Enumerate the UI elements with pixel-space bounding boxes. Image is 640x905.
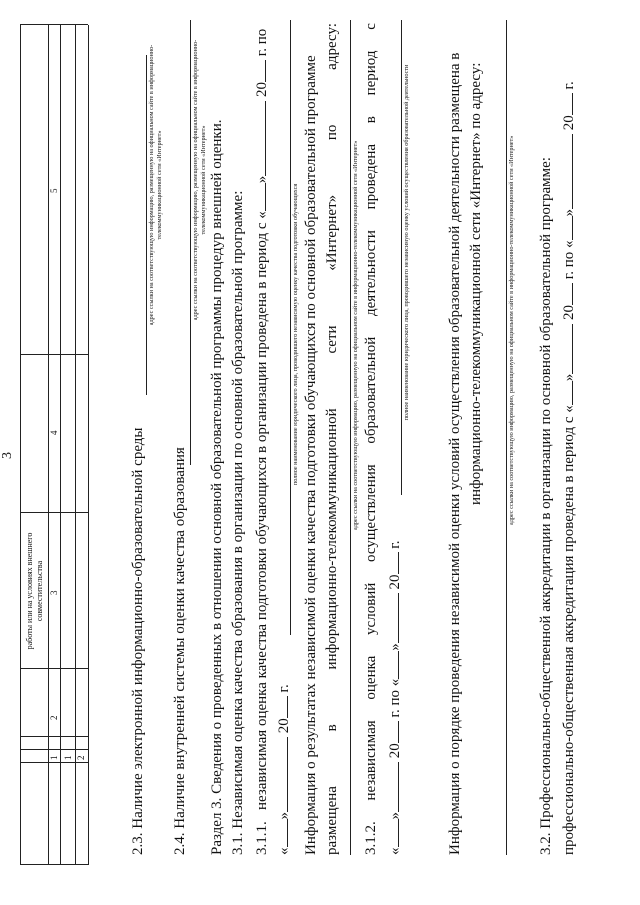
section-2-3-title: 2.3. Наличие электронной информационно-образовательной среды [130,427,146,855]
section-3-title: Раздел 3. Сведения о проведенных в отношении основной образовательной программы процедур внешней оценки. [209,119,225,855]
quote-close: » [387,812,403,820]
year-prefix: 20 [561,304,577,320]
quote-close: » [387,643,403,651]
year-prefix: 20 [254,81,270,97]
row-number: 1 [49,755,59,760]
col-number: 5 [49,188,59,193]
year-prefix: 20 [561,115,577,131]
para-3-1-2-line2 [386,541,404,855]
word: информационно-телекоммуникационной [324,408,340,670]
para-3-2-title: 3.2. Профессионально-общественной аккредитации в организации по основной образовательной программе: [538,157,554,855]
year-prefix: 20 [276,718,292,734]
caption-2-4: адрес ссылки на соответствующую информацию, размещенную на официальном сайте в информационно-телекоммуникационной сети «Интернет» [192,39,207,321]
col-number: 3 [49,590,59,595]
word: размещена [324,786,340,855]
col-number: 4 [49,430,59,435]
word: с [363,23,379,30]
para-3-1: 3.1. Независимая оценка качества образования в организации по основной образовательной программе: [230,190,246,855]
para-3-1-1-text: независимая оценка качества подготовки обучающихся в организации проведена в период с « [254,211,270,810]
para-3-1-1-line2 [275,684,293,855]
date-end: г. по [254,28,270,57]
word: адресу: [324,23,340,70]
info-results-line1: Информация о результатах независимой оценки качества подготовки обучающихся по основной образовательной программе [303,55,319,855]
page-number: 3 [0,452,15,459]
quote-close: » [276,812,292,820]
word: в [363,116,379,124]
date-middle: г. по « [387,678,403,718]
para-3-1-2-line1 [363,23,380,855]
date-end: г. [561,81,577,90]
para-3-2-body: профессионально-общественная аккредитация проведена в период с « [561,405,577,855]
para-3-1-1-line1 [253,29,271,855]
caption-info-procedure: адрес ссылки на соответствующую информацию, размещенную на официальном сайте в информационно-телекоммуникационной сети «Интернет» [508,135,515,525]
word: 3.1.2. [363,821,379,855]
year-prefix: 20 [387,743,403,759]
para-3-2-text [560,81,578,855]
quote-open: « [387,847,403,855]
info-procedure-line1: Информация о порядке проведения независимой оценки условий осуществления образовательной деятельности размещена в [447,52,463,855]
quote-close: » [561,373,577,382]
table-header: работы или на условиях внешнего совместительства [25,532,44,650]
word: «Интернет» [324,194,340,271]
quote-close: » [254,175,270,184]
para-3-1-1-number: 3.1.1. [254,821,270,855]
col-number: 2 [49,715,59,720]
word: период [363,50,379,96]
row-number: 1 [63,755,73,760]
word: по [324,124,340,141]
info-procedure-line2: информационно-телекоммуникационной сети «Интернет» по адресу: [468,62,484,505]
word: в [324,724,340,732]
caption-3-1-1: полное наименование юридического лица, проводившего независимую оценку качества подготовки обучающихся [292,183,299,485]
word: независимая [363,720,379,801]
row-number: 2 [76,755,86,760]
word: сети [324,325,340,354]
word: деятельности [363,230,379,317]
word: условий [363,582,379,635]
caption-info-results: адрес ссылки на соответствующую информацию, размещенную на официальном сайте в информационно-телекоммуникационной сети «Интернет» [352,140,359,530]
date-end: г. [276,684,292,693]
info-results-line2 [324,23,341,855]
word: осуществления [363,464,379,562]
section-2-4-title: 2.4. Наличие внутренней системы оценки качества образования [172,447,188,855]
quote-close: » [561,208,577,217]
year-prefix: 20 [387,574,403,590]
date-middle: г. по « [561,240,577,280]
word: оценка [363,655,379,700]
date-end: г. [387,540,403,549]
word: проведена [363,143,379,210]
word: образовательной [363,336,379,444]
quote-open: « [276,847,292,855]
caption-2-3: адрес ссылки на соответствующую информацию, размещенную на официальном сайте в информационно-телекоммуникационной сети «Интернет» [148,44,163,326]
caption-3-1-2: полное наименование юридического лица, проводившего независимую оценку условий осуществления образовательной деятельности [403,64,410,421]
